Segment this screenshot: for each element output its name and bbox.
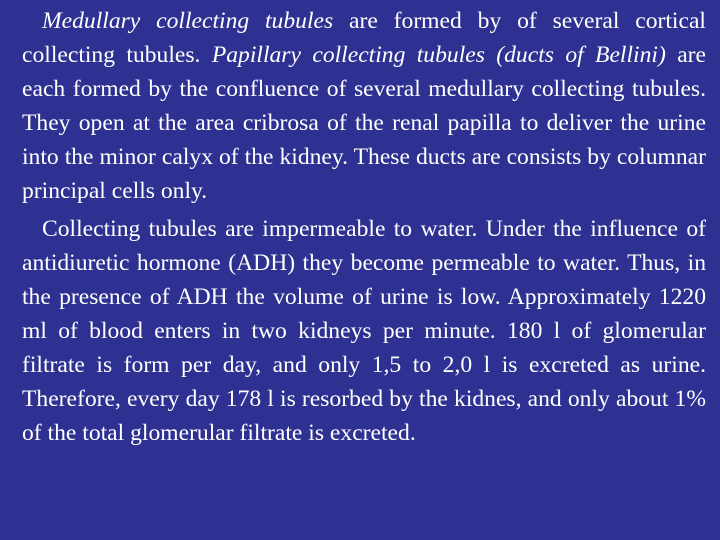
term-medullary-collecting-tubules: Medullary collecting tubules xyxy=(42,8,334,34)
term-papillary-collecting-tubules: Papillary collecting tubules (ducts of Bellini) xyxy=(211,42,666,68)
paragraph1-text-part2: are each formed by the confluence of several medullary collecting tubules. They open at the area cribrosa of the renal papilla to deliver the urine into the minor calyx of the kidney. These ducts are consists by columnar principal cells only. xyxy=(22,42,706,204)
slide-body xyxy=(22,4,706,450)
paragraph-collecting-tubules-structure xyxy=(22,4,706,208)
paragraph1-text-part1: are formed by of several cortical collecting tubules. xyxy=(22,8,706,68)
paragraph-collecting-tubules-function: Collecting tubules are impermeable to water. Under the influence of antidiuretic hormone (ADH) they become permeable to water. Thus, in the presence of ADH the volume of urine is low. Approximately 1220 ml of blood enters in two kidneys per minute. 180 l of glomerular filtrate is form per day, and only 1,5 to 2,0 l is excreted as urine. Therefore, every day 178 l is resorbed by the kidnes, and only about 1% of the total glomerular filtrate is excreted. xyxy=(22,216,706,446)
